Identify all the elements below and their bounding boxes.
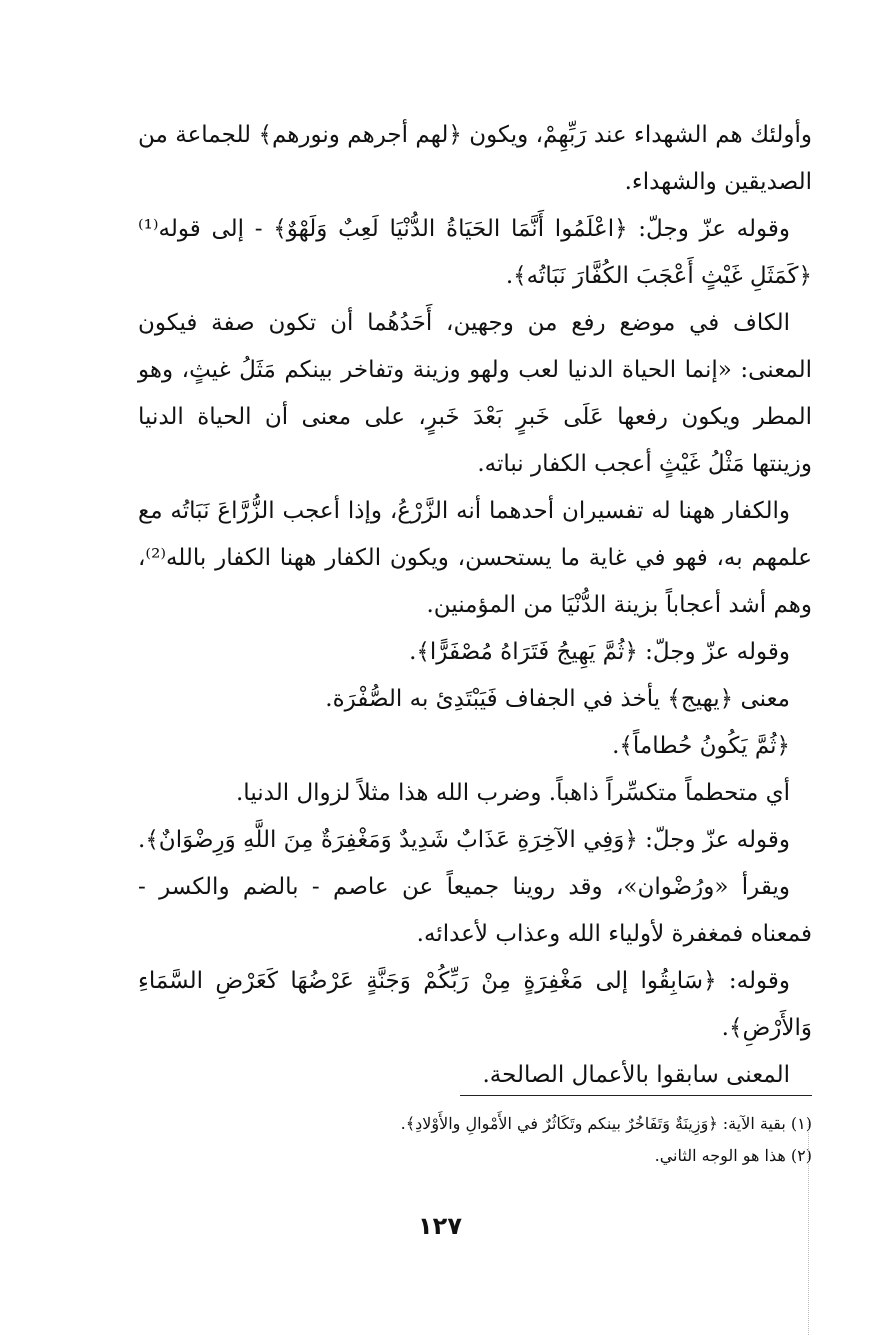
paragraph-11: وقوله: ﴿سَابِقُوا إلى مَغْفِرَةٍ مِنْ رَبِّكُمْ وَجَنَّةٍ عَرْضُهَا كَعَرْضِ السَّمَاءِ وَالأَرْضِ﴾. [138, 968, 812, 1041]
page-body [138, 112, 812, 1099]
paragraph-12: المعنى سابقوا بالأعمال الصالحة. [482, 1062, 790, 1088]
paragraph-1: وأولئك هم الشهداء عند رَبِّهِمْ، ويكون ﴿لهم أجرهم ونورهم﴾ للجماعة من الصديقين والشهداء. [138, 122, 812, 195]
paragraph-6: معنى ﴿يهيج﴾ يأخذ في الجفاف فَيَبْتَدِئ به الصُّفْرَة. [325, 686, 790, 712]
footnote-2: (٢) هذا هو الوجه الثاني. [654, 1146, 812, 1165]
paragraph-4: والكفار ههنا له تفسيران أحدهما أنه الزَّرْعُ، وإذا أعجب الزُّرَّاعَ نَبَاتُه مع علمهم به، فهو في غاية ما يستحسن، ويكون الكفار ههنا الكفار بالله⁽²⁾، وهم أشد أعجاباً بزينة الدُّنْيَا من المؤمنين. [138, 498, 812, 618]
paragraph-3: الكاف في موضع رفع من وجهين، أَحَدُهُما أن تكون صفة فيكون المعنى: «إنما الحياة الدنيا لعب ولهو وزينة وتفاخر بينكم مَثَلُ غيثٍ، وهو المطر ويكون رفعها عَلَى خَبرٍ بَعْدَ خَبرٍ، على معنى أن الحياة الدنيا وزينتها مَثْلُ غَيْثٍ أعجب الكفار نباته. [138, 310, 812, 477]
paragraph-2: وقوله عزّ وجلّ: ﴿اعْلَمُوا أَنَّمَا الحَيَاةُ الدُّنْيَا لَعِبٌ وَلَهْوٌ﴾ - إلى قوله⁽¹⁾ ﴿كَمَثَلِ غَيْثٍ أَعْجَبَ الكُفَّارَ نَبَاتُه﴾. [138, 216, 812, 289]
paragraph-5: وقوله عزّ وجلّ: ﴿ثُمَّ يَهِيجُ فَتَرَاهُ مُصْفَرًّا﴾. [409, 639, 790, 665]
paragraph-8: أي متحطماً متكسِّراً ذاهباً. وضرب الله هذا مثلاً لزوال الدنيا. [236, 780, 790, 806]
paragraph-10: ويقرأ «ورُضْوان»، وقد روينا جميعاً عن عاصم - بالضم والكسر - فمعناه فمغفرة لأولياء الله وعذاب لأعدائه. [138, 874, 812, 947]
page-number: ١٢٧ [418, 1212, 462, 1240]
footnotes [200, 1108, 812, 1172]
paragraph-9: وقوله عزّ وجلّ: ﴿وَفِي الآخِرَةِ عَذَابٌ شَدِيدٌ وَمَغْفِرَةٌ مِنَ اللَّهِ وَرِضْوَانٌ﴾. [138, 827, 790, 853]
footnote-divider [460, 1095, 812, 1096]
scan-edge-line [808, 1120, 809, 1335]
paragraph-7: ﴿ثُمَّ يَكُونُ حُطاماً﴾. [612, 733, 790, 759]
footnote-1: (١) بقية الآية: ﴿وَزِينَةٌ وَتَفَاخُرٌ بينكم وتَكَاثُرٌ في الأَمْوالِ والأَوْلادِ﴾. [400, 1114, 812, 1133]
